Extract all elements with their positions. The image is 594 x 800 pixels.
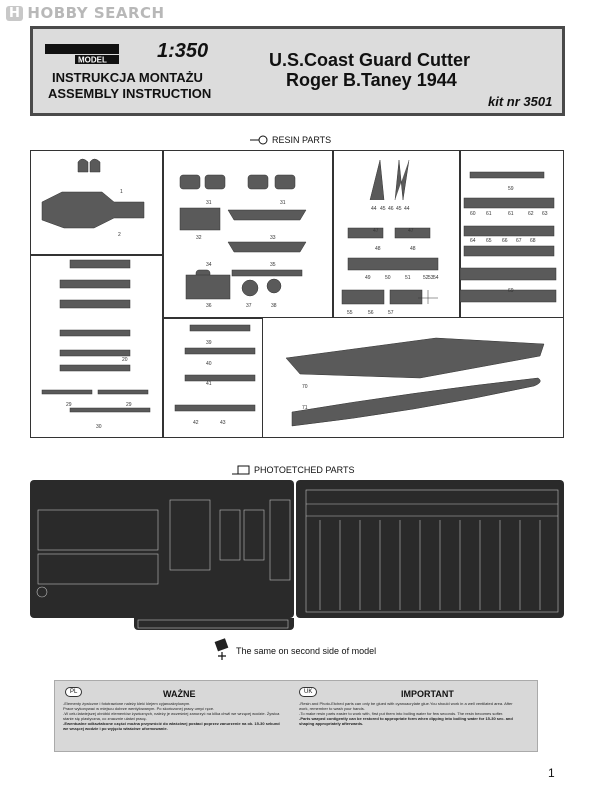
part-number-label: 37	[246, 303, 252, 309]
part-number-label: 57	[388, 310, 394, 316]
notes-text-pl	[63, 701, 283, 731]
photoetched-part-icon	[232, 465, 250, 475]
part-number-label: 20	[122, 357, 128, 363]
part-number-label: 46	[388, 206, 394, 212]
resin-parts-label: RESIN PARTS	[272, 135, 332, 145]
watermark-badge: H	[6, 6, 23, 21]
brand-logo	[45, 42, 123, 66]
part-number-label: 44	[371, 206, 377, 212]
part-number-label: 2	[118, 232, 121, 238]
part-number-label: 35	[270, 262, 276, 268]
part-number-label: 32	[196, 235, 202, 241]
notes-en-line: -Parts warped contigently can be restored to appropriate form when dipping into boiling water for 15-30 sec. and shaping appropriately afterwards.	[299, 716, 513, 726]
part-number-label: 53	[428, 275, 434, 281]
part-number-label: 50	[385, 275, 391, 281]
kit-number: kit nr 3501	[488, 94, 553, 109]
watermark	[6, 4, 165, 22]
part-number-label: 48	[375, 246, 381, 252]
badge-uk: UK	[299, 687, 317, 697]
svg-text:MODEL: MODEL	[78, 55, 107, 65]
part-number-label: 33	[270, 235, 276, 241]
part-number-label: 29	[126, 402, 132, 408]
notes-panel	[54, 680, 538, 752]
part-number-label: 59	[508, 186, 514, 192]
page-number: 1	[548, 766, 555, 780]
part-number-label: 65	[486, 238, 492, 244]
ship-name-line2: Roger B.Taney 1944	[286, 70, 457, 90]
resin-part-icon	[250, 135, 268, 145]
part-number-label: 29	[66, 402, 72, 408]
part-number-label: 68	[530, 238, 536, 244]
part-number-label: 51	[405, 275, 411, 281]
watermark-text: HOBBY SEARCH	[27, 4, 165, 22]
part-number-label: 61	[508, 211, 514, 217]
part-number-label: 54	[433, 275, 439, 281]
part-number-label: 41	[206, 381, 212, 387]
part-number-label: 71	[302, 405, 308, 411]
photoetched-detail	[30, 480, 564, 630]
notes-title-pl: WAŻNE	[163, 689, 196, 699]
part-number-label: 70	[302, 384, 308, 390]
part-number-label: 38	[271, 303, 277, 309]
part-number-label: 69	[508, 288, 514, 294]
part-number-label: 30	[96, 424, 102, 430]
part-number-label: 31	[206, 200, 212, 206]
mirror-note-icon	[214, 638, 232, 662]
part-number-label: 61	[486, 211, 492, 217]
notes-text-en	[299, 701, 519, 726]
photoetched-parts-label: PHOTOETCHED PARTS	[254, 465, 355, 475]
part-number-label: 64	[470, 238, 476, 244]
notes-en-line: -Resin and Photo-Etched parts can only be glued with cyanoacrylate glue.You should work in a well ventilated area. After work, remember to wash your hands.	[299, 701, 513, 711]
notes-pl-line: -Ewentualne odkształcone części można przywrócić do właściwej postaci poprzez zanurzenie na ok. 15-30 sekund we wrzącej wodzie i po wyjęciu właściwe uformowanie.	[63, 721, 280, 731]
same-side-note: The same on second side of model	[236, 646, 377, 656]
part-number-label: 47	[373, 228, 379, 234]
scale-label: 1:350	[157, 40, 209, 62]
part-number-label: 47	[408, 228, 414, 234]
part-number-label: 36	[206, 303, 212, 309]
instruction-title-pl: INSTRUKCJA MONTAŻU	[52, 70, 203, 85]
part-number-label: 45	[380, 206, 386, 212]
part-number-label: 52	[423, 275, 429, 281]
part-number-label: 48	[410, 246, 416, 252]
part-number-label: 42	[193, 420, 199, 426]
part-number-label: 62	[528, 211, 534, 217]
notes-pl-line: -Elementy żywiczne i fototrawione należy kleić klejem cyjanoakrylowym.	[63, 701, 191, 706]
part-number-label: 1	[120, 189, 123, 195]
part-number-label: 55	[347, 310, 353, 316]
instruction-title-en: ASSEMBLY INSTRUCTION	[48, 86, 212, 101]
part-number-label: 34	[206, 262, 212, 268]
part-number-label: 56	[368, 310, 374, 316]
resin-parts-heading	[250, 135, 331, 145]
part-number-label: 44	[404, 206, 410, 212]
part-number-label: 43	[220, 420, 226, 426]
ship-name-line1: U.S.Coast Guard Cutter	[269, 50, 471, 70]
resin-parts-drawing	[30, 150, 564, 438]
notes-title-en: IMPORTANT	[401, 689, 454, 699]
part-number-label: 66	[502, 238, 508, 244]
notes-pl-line: Prace wykonywać w miejscu dobrze wentylowanym. Po skończonej pracy umyć ręce.	[63, 706, 215, 711]
part-number-label: 63	[542, 211, 548, 217]
part-number-label: 40	[206, 361, 212, 367]
part-number-label: 39	[206, 340, 212, 346]
part-number-label: 67	[516, 238, 522, 244]
notes-pl-line: -W celu łatwiejszej obróbki elementów żywicznych, należy je wcześniej zanurzyć na kilka chwil we wrzącej wodzie. Żywica stanie się plastyczna, co znacznie ułatwi pracę.	[63, 711, 280, 721]
part-number-label: 49	[365, 275, 371, 281]
badge-pl: PL	[65, 687, 82, 697]
photoetched-parts-heading	[232, 465, 355, 475]
part-number-label: 45	[396, 206, 402, 212]
notes-en-line: -To make resin parts easier to work with, first put them into boiling water for few seconds. The resin becomes softer.	[299, 711, 504, 716]
part-number-label: 31	[280, 200, 286, 206]
part-number-label: 60	[470, 211, 476, 217]
